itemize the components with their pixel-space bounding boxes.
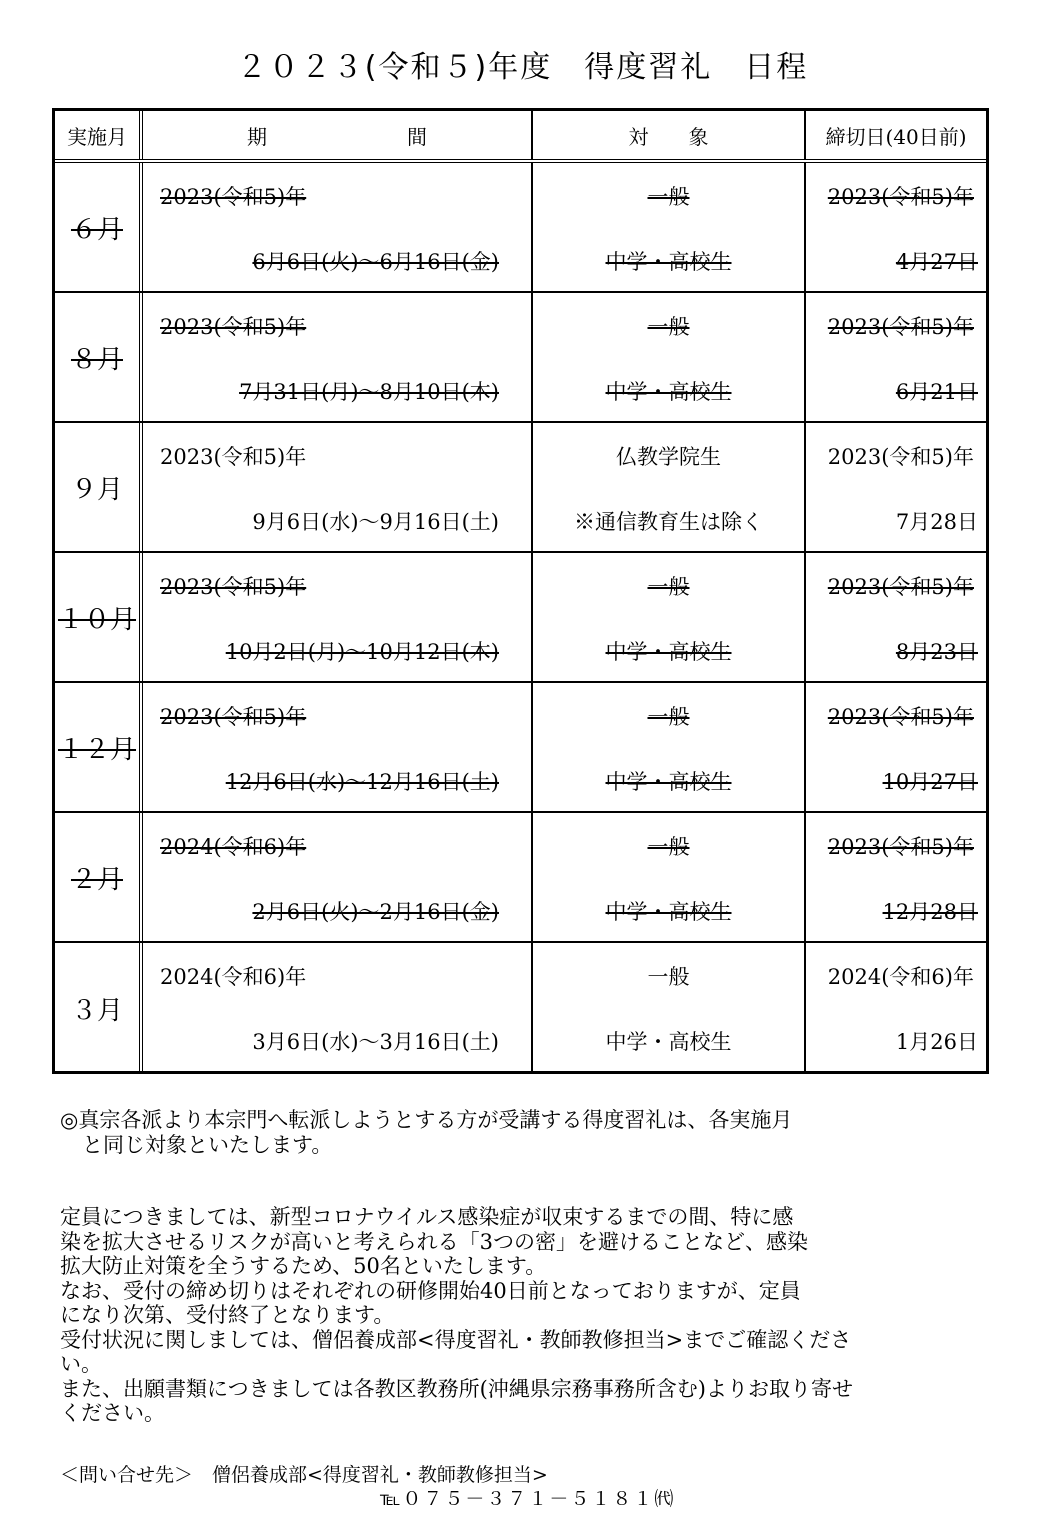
month-cell <box>55 683 143 811</box>
period-cell <box>143 683 533 811</box>
paragraph-line: ください。 <box>60 1401 165 1425</box>
month-label: ２月 <box>70 864 123 895</box>
period-year: 2023(令和5)年 <box>160 705 307 729</box>
target-primary: 仏教学院生 <box>616 445 721 469</box>
target-cell <box>533 293 806 421</box>
table-header-row <box>55 111 986 163</box>
period-cell <box>143 813 533 941</box>
deadline-date: 7月28日 <box>895 510 978 534</box>
paragraph-line: い。 <box>60 1352 102 1376</box>
target-secondary: 中学・高校生 <box>605 770 732 794</box>
month-cell <box>55 813 143 941</box>
period-dates: 9月6日(水)～9月16日(土) <box>252 510 499 534</box>
deadline-date: 6月21日 <box>895 380 978 404</box>
period-dates: 6月6日(火)～6月16日(金) <box>252 250 499 274</box>
period-cell <box>143 553 533 681</box>
period-year: 2024(令和6)年 <box>160 965 307 989</box>
target-secondary: 中学・高校生 <box>605 250 732 274</box>
month-label: ８月 <box>70 344 123 375</box>
contact-tel: ℡０７５－３７１－５１８１㈹ <box>380 1488 676 1510</box>
deadline-year: 2023(令和5)年 <box>827 315 974 339</box>
period-dates: 10月2日(月)～10月12日(木) <box>225 640 499 664</box>
deadline-year: 2023(令和5)年 <box>827 575 974 599</box>
header-deadline: 締切日(40日前) <box>825 124 967 149</box>
month-label: １０月 <box>57 604 136 635</box>
target-primary: 一般 <box>647 705 690 729</box>
month-cell <box>55 553 143 681</box>
paragraph-line: になり次第、受付終了となります。 <box>60 1303 395 1327</box>
target-secondary: 中学・高校生 <box>605 900 732 924</box>
target-cell <box>533 423 806 551</box>
target-primary: 一般 <box>647 575 690 599</box>
contact-label: ＜問い合せ先＞ 僧侶養成部<得度習礼・教師教修担当> <box>60 1464 548 1486</box>
period-cell <box>143 423 533 551</box>
deadline-cell <box>806 683 986 811</box>
transfer-note-cont: と同じ対象といたします。 <box>82 1132 333 1157</box>
paragraph-line: 定員につきましては、新型コロナウイルス感染症が収束するまでの間、特に感 <box>60 1205 794 1229</box>
deadline-date: 1月26日 <box>895 1030 978 1054</box>
target-secondary: 中学・高校生 <box>605 640 732 664</box>
target-cell <box>533 943 806 1073</box>
transfer-note: ◎真宗各派より本宗門へ転派しようとする方が受講する得度習礼は、各実施月 <box>60 1108 793 1132</box>
paragraph-line: 拡大防止対策を全うするため、50名といたします。 <box>60 1254 547 1278</box>
table-row <box>55 293 986 423</box>
month-cell <box>55 293 143 421</box>
period-dates: 3月6日(水)～3月16日(土) <box>252 1030 499 1054</box>
target-primary: 一般 <box>647 835 690 859</box>
period-dates: 7月31日(月)～8月10日(木) <box>239 380 499 404</box>
month-label: ３月 <box>70 995 123 1026</box>
deadline-date: 8月23日 <box>895 640 978 664</box>
month-cell <box>55 943 143 1073</box>
month-cell <box>55 163 143 291</box>
deadline-year: 2023(令和5)年 <box>827 445 974 469</box>
period-year: 2023(令和5)年 <box>160 445 307 469</box>
schedule-table <box>52 108 989 1074</box>
deadline-year: 2023(令和5)年 <box>827 835 974 859</box>
header-month: 実施月 <box>55 111 143 159</box>
paragraph-line: また、出願書類につきましては各教区教務所(沖縄県宗務事務所含む)よりお取り寄せ <box>60 1376 853 1401</box>
month-cell <box>55 423 143 551</box>
period-dates: 2月6日(火)～2月16日(金) <box>252 900 499 924</box>
table-row <box>55 423 986 553</box>
notes-section <box>60 1108 990 1426</box>
deadline-cell <box>806 943 986 1073</box>
period-cell <box>143 293 533 421</box>
deadline-year: 2023(令和5)年 <box>827 185 974 209</box>
target-cell <box>533 553 806 681</box>
deadline-cell <box>806 813 986 941</box>
deadline-cell <box>806 163 986 291</box>
deadline-cell <box>806 423 986 551</box>
table-row <box>55 683 986 813</box>
deadline-year: 2023(令和5)年 <box>827 705 974 729</box>
deadline-date: 4月27日 <box>895 250 978 274</box>
period-year: 2023(令和5)年 <box>160 575 307 599</box>
header-period: 期 間 <box>143 111 533 159</box>
target-secondary: ※通信教育生は除く <box>574 510 763 534</box>
paragraph-line: なお、受付の締め切りはそれぞれの研修開始40日前となっておりますが、定員 <box>60 1278 801 1303</box>
period-year: 2024(令和6)年 <box>160 835 307 859</box>
month-label: １２月 <box>57 734 136 765</box>
table-row <box>55 553 986 683</box>
target-secondary: 中学・高校生 <box>605 1030 732 1054</box>
period-cell <box>143 943 533 1073</box>
period-dates: 12月6日(水)～12月16日(土) <box>225 770 499 794</box>
target-primary: 一般 <box>647 185 690 209</box>
target-secondary: 中学・高校生 <box>605 380 732 404</box>
target-primary: 一般 <box>647 315 690 339</box>
period-year: 2023(令和5)年 <box>160 315 307 339</box>
period-year: 2023(令和5)年 <box>160 185 307 209</box>
deadline-date: 10月27日 <box>882 770 978 794</box>
month-label: ９月 <box>70 474 123 505</box>
deadline-year: 2024(令和6)年 <box>827 965 974 989</box>
deadline-cell <box>806 553 986 681</box>
table-row <box>55 813 986 943</box>
capacity-paragraph <box>60 1205 990 1426</box>
month-label: ６月 <box>70 214 123 245</box>
paragraph-line: 受付状況に関しましては、僧侶養成部<得度習礼・教師教修担当>までご確認くださ <box>60 1327 852 1352</box>
target-cell <box>533 683 806 811</box>
table-row <box>55 163 986 293</box>
target-cell <box>533 813 806 941</box>
paragraph-line: 染を拡大させるリスクが高いと考えられる「3つの密」を避けることなど、感染 <box>60 1229 808 1254</box>
deadline-cell <box>806 293 986 421</box>
page-title: ２０２３(令和５)年度 得度習礼 日程 <box>236 50 809 85</box>
target-cell <box>533 163 806 291</box>
period-cell <box>143 163 533 291</box>
target-primary: 一般 <box>647 965 690 989</box>
header-target: 対 象 <box>533 111 806 159</box>
deadline-date: 12月28日 <box>882 900 978 924</box>
table-row <box>55 943 986 1073</box>
